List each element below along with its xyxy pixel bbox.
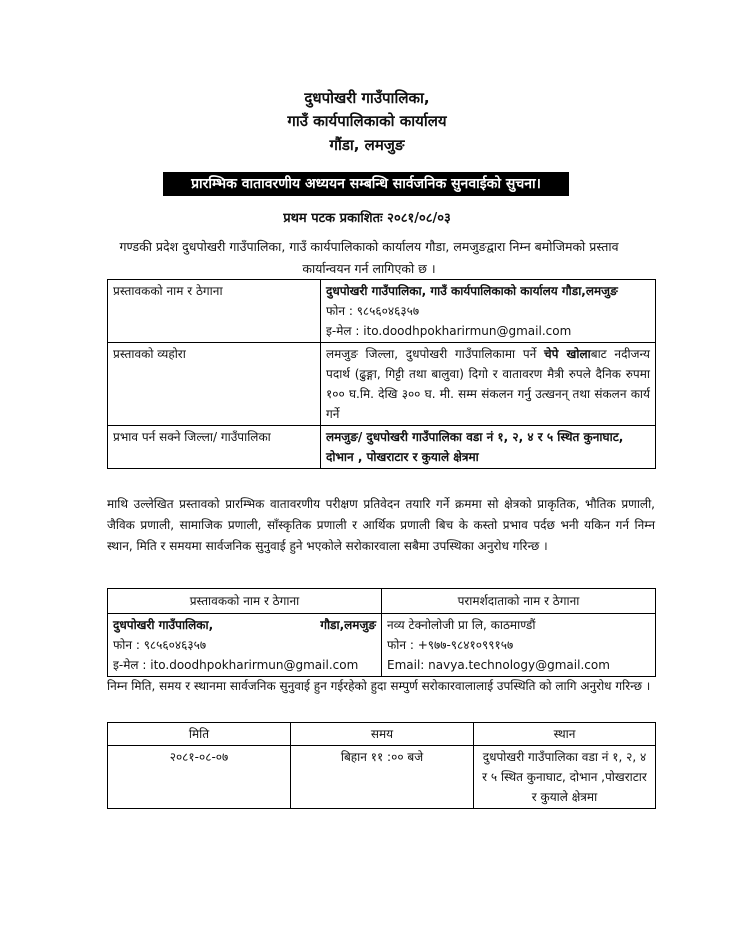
intro-text: गण्डकी प्रदेश दुधपोखरी गाउँपालिका, गाउँ कार्यपालिकाको कार्यालय गौडा, लमजुङद्वारा निम्न बमोजिमको प्रस्ताव कार्यान्वयन गर्न लागिएको छ । bbox=[119, 239, 619, 276]
explanation-paragraph: माथि उल्लेखित प्रस्तावको प्रारम्भिक वातावरणीय परीक्षण प्रतिवेदन तयारि गर्ने क्रममा सो क्षेत्रको प्राकृतिक, भौतिक प्रणाली, जैविक प्रणाली, सामाजिक प्रणाली, साँस्कृतिक प्रणाली र आर्थिक प्रणाली बिच के कस्तो प्रभाव पर्दछ भनी यकिन गर्न निम्न स्थान, मिति र समयमा सार्वजनिक सुनुवाई हुने भएकोले सरोकारवाला सबैमा उपस्थिका अनुरोध गरिन्छ । bbox=[107, 497, 655, 553]
email-label: इ-मेल : bbox=[113, 658, 147, 672]
affected-area-value: लमजुङ/ दुधपोखरी गाउँपालिका वडा नं १, २, ४ र ५ स्थित कुनाघाट, दोभान , पोखराटार र कुयाले क्षेत्रमा bbox=[321, 426, 656, 469]
activity-text-end: बाट नदीजन्य पदार्थ (ढुङ्गा, गिट्टी तथा बालुवा) दिगो र वातावरण मैत्री रुपले दैनिक रुपमा १०० घ.मि. देखि ३०० घ. मी. सम्म संकलन गर्नु उत्खनन् तथा संकलन कार्य गर्ने bbox=[326, 347, 650, 421]
proposer-name-line bbox=[113, 615, 376, 635]
proposer-contact-phone: फोन : ९८५६०४६३५७ bbox=[113, 638, 207, 652]
contacts-table bbox=[107, 588, 656, 677]
consultant-email: Email: navya.technology@gmail.com bbox=[387, 658, 610, 672]
proposer-cell bbox=[321, 280, 656, 343]
consultant-contact-cell bbox=[382, 614, 656, 677]
table-row bbox=[108, 343, 656, 426]
office-address: गौंडा, लमजुङ bbox=[329, 136, 405, 154]
hearing-date: २०८१-०८-०७ bbox=[108, 746, 291, 809]
email-label: इ-मेल : bbox=[326, 324, 360, 338]
table-header-row bbox=[108, 723, 656, 746]
date-header: मिति bbox=[108, 723, 291, 746]
proposal-details-table bbox=[107, 279, 656, 469]
notice-banner: प्रारम्भिक वातावरणीय अध्ययन सम्बन्धि सार्वजनिक सुनवाईको सुचना। bbox=[163, 172, 569, 196]
proposer-contact-cell bbox=[108, 614, 382, 677]
schedule-table bbox=[107, 722, 656, 809]
activity-label: प्रस्तावको व्यहोरा bbox=[108, 343, 321, 426]
activity-description bbox=[321, 343, 656, 426]
proposer-contact-name: दुधपोखरी गाउँपालिका, bbox=[113, 618, 214, 632]
place-header: स्थान bbox=[474, 723, 656, 746]
proposer-contact-place: गौडा,लमजुङ bbox=[320, 618, 376, 632]
proposer-phone: फोन : ९८५६०४६३५७ bbox=[326, 304, 420, 318]
request-paragraph: निम्न मिति, समय र स्थानमा सार्वजनिक सुनुवाई हुन गईरहेको हुदा सम्पुर्ण सरोकारवालालाई उपस्थिति को लागि अनुरोध गरिन्छ । bbox=[107, 679, 651, 693]
table-row bbox=[108, 746, 656, 809]
table-row bbox=[108, 426, 656, 469]
proposer-column-header: प्रस्तावकको नाम र ठेगाना bbox=[108, 589, 382, 614]
hearing-place: दुधपोखरी गाउँपालिका वडा नं १, २, ४ र ५ स्थित कुनाघाट, दोभान ,पोखराटार र कुयाले क्षेत्रमा bbox=[474, 746, 656, 809]
office-subtitle: गाउँ कार्यपालिकाको कार्यालय bbox=[287, 112, 447, 130]
office-name: दुधपोखरी गाउँपालिका, bbox=[304, 89, 430, 107]
table-row bbox=[108, 280, 656, 343]
proposer-contact-email-line bbox=[113, 655, 376, 675]
proposer-name: दुधपोखरी गाउँपालिका, गाउँ कार्यपालिकाको कार्यालय गौडा,लमजुङ bbox=[326, 284, 618, 298]
consultant-column-header: परामर्शदाताको नाम र ठेगाना bbox=[382, 589, 656, 614]
consultant-name: नव्य टेक्नोलोजी प्रा लि, काठमाण्डौं bbox=[387, 618, 536, 632]
affected-area-label: प्रभाव पर्न सक्ने जिल्ला/ गाउँपालिका bbox=[108, 426, 321, 469]
proposer-email: ito.doodhpokharirmun@gmail.com bbox=[363, 324, 572, 338]
proposer-label: प्रस्तावकको नाम र ठेगाना bbox=[108, 280, 321, 343]
time-header: समय bbox=[291, 723, 474, 746]
activity-text-start: लमजुङ जिल्ला, दुधपोखरी गाउँपालिकामा पर्ने bbox=[326, 347, 545, 361]
proposer-contact-email: ito.doodhpokharirmun@gmail.com bbox=[150, 658, 359, 672]
proposer-email-line bbox=[326, 321, 650, 341]
table-header-row bbox=[108, 589, 656, 614]
publication-date: प्रथम पटक प्रकाशितः २०८१/०८/०३ bbox=[283, 211, 451, 226]
consultant-phone: फोन : +९७७-९८४१०९९१५७ bbox=[387, 638, 514, 652]
hearing-time: बिहान ११ :०० बजे bbox=[291, 746, 474, 809]
table-row bbox=[108, 614, 656, 677]
river-name: चेपे खोला bbox=[544, 347, 591, 361]
